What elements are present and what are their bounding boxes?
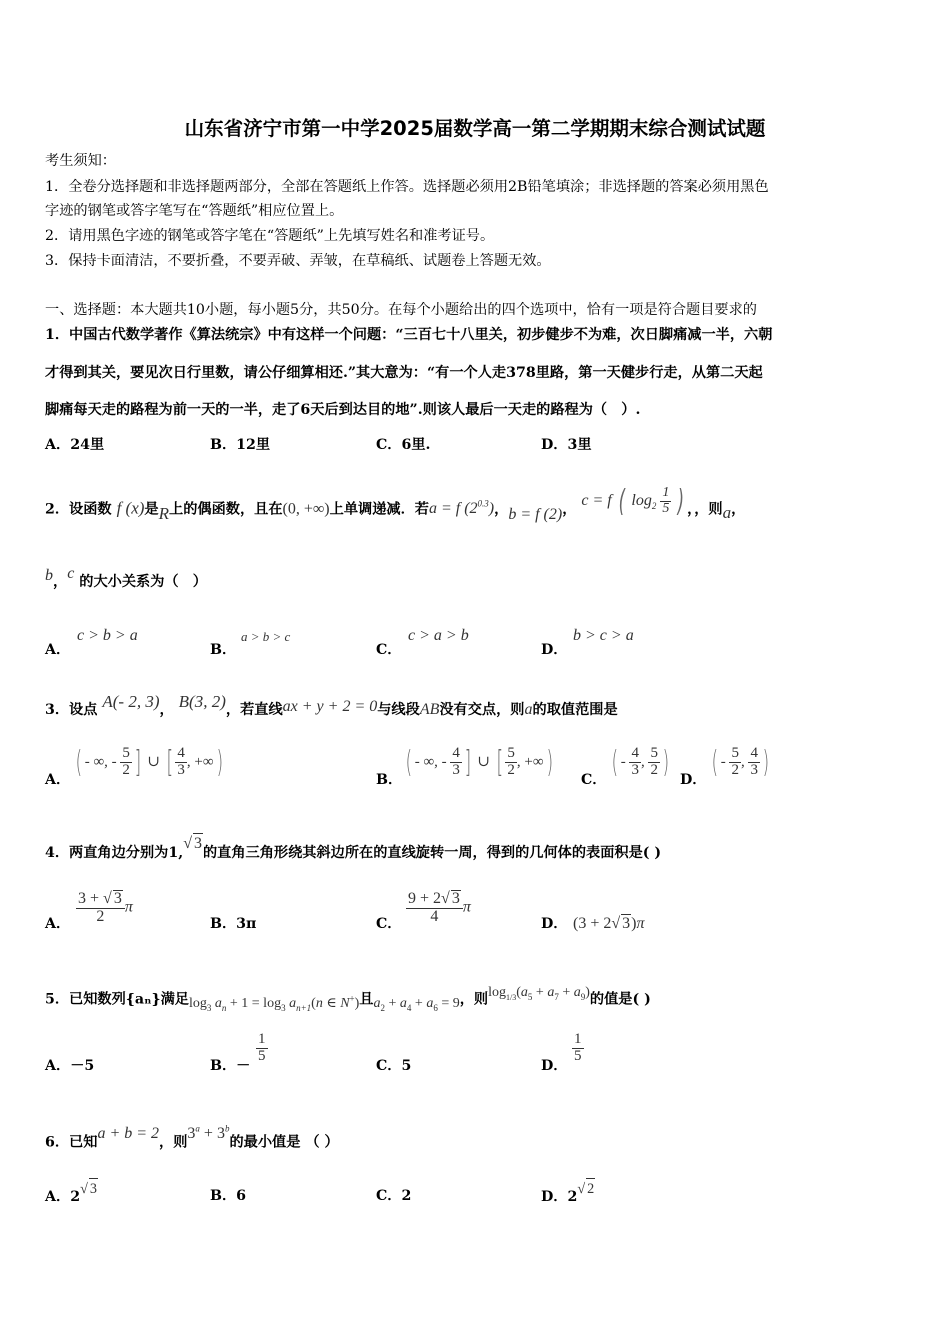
q4-option-c: C． <box>376 916 402 932</box>
q3-option-d: D． <box>680 772 707 788</box>
q4-option-d: D． <box>541 916 568 932</box>
q6-option-d: D．2√ 2 <box>541 1186 595 1207</box>
q2-math-c: c = f ( $\log_2$ $\frac{1}{5}$ ) <box>581 483 685 519</box>
q4-line1 <box>45 835 662 863</box>
q2-text4: ，则 <box>694 501 723 518</box>
q1-line2: 才得到其关，要见次日行里数，请公仔细算相还.”其大意为：“有一个人走378里路，第一天健步行走，从第二天起 <box>45 365 763 381</box>
q2-line1: 2．设函数 f (x)是R上的偶函数，且在(0, +∞)上单调递减．若a = f $(2^{0.3})$，b = f (2)， c = f ( $\log_2$ $\frac{1}{5}$ ) ，，则a， <box>45 483 746 524</box>
q4-option-c-expr: $\frac{9 + 2√ 3}{4}$ π <box>408 890 471 925</box>
q6-option-d-label: D．2 <box>541 1189 578 1205</box>
q5-text1: 5．已知数列{aₙ}满足 <box>45 991 189 1008</box>
q5-math-sum: $a_2 + a_4 + a_6 = 9$ <box>373 995 460 1013</box>
section-heading: 一、选择题：本大题共10小题，每小题5分，共50分。在每个小题给出的四个选项中，恰有一项是符合题目要求的 <box>45 302 757 318</box>
q2-text2: 上的偶函数，且在 <box>169 501 283 518</box>
q2-math-b: b = f (2) <box>508 506 563 524</box>
q4-math-sqrt3: √ 3 <box>183 835 202 852</box>
q3-text2: 与线段 <box>377 702 420 718</box>
page-title: 山东省济宁市第一中学2025届数学高一第二学期期末综合测试试题 <box>184 117 766 140</box>
q3-math-a: a <box>524 701 533 718</box>
notice-line1b: 字迹的钢笔或答字笔写在“答题纸”相应位置上。 <box>45 203 344 219</box>
notice-line3: 3．保持卡面清洁，不要折叠，不要弄破、弄皱，在草稿纸、试题卷上答题无效。 <box>45 253 551 269</box>
q2-option-a: A． <box>45 642 71 658</box>
q2-option-d-expr: b > c > a <box>573 627 634 644</box>
q2-math-R: R <box>158 504 170 524</box>
q3-option-a: A． <box>45 772 71 788</box>
q5-text3: ，则 <box>459 991 489 1008</box>
q2-math-fx: f (x) <box>116 498 145 518</box>
q2-text1: 是 <box>144 501 159 518</box>
q2-text3: 上单调递减．若 <box>329 501 429 518</box>
q5-option-b-frac: $\frac{1}{5}$ <box>258 1031 266 1064</box>
q5-line1 <box>45 985 651 1015</box>
q6-text3: 的最小值是 （ ） <box>229 1134 339 1151</box>
q3-math-AB: AB <box>419 701 440 718</box>
q6-text1: 6．已知 <box>45 1134 98 1151</box>
q5-math-recurrence: $\log_3 a_n + 1 = \log_3 a_{n+1}(n$ ∈ N+) <box>189 993 360 1013</box>
notice-line2: 2．请用黑色字迹的钢笔或答字笔在“答题纸”上先填写姓名和准考证号。 <box>45 228 495 244</box>
q3-option-b-expr: ( - ∞, - $\frac{4}{3}$ ] ∪ [ $\frac{5}{2}$ , +∞) <box>405 745 553 780</box>
q5-option-b: B．－ <box>210 1058 251 1074</box>
q3-text3: 没有交点，则 <box>439 702 525 718</box>
q5-option-c: C．5 <box>376 1058 412 1074</box>
q4-option-d-expr: (3 + 2√ 3)π <box>573 915 645 932</box>
q4-option-a-expr: $\frac{3 + √ 3}{2}$ π <box>78 890 133 925</box>
q3-text4: 的取值范围是 <box>532 702 618 718</box>
q6-line1 <box>45 1124 339 1152</box>
q4-option-a: A． <box>45 916 71 932</box>
q5-option-a: A．－5 <box>45 1058 95 1074</box>
q3-math-B: B(3, 2) <box>178 692 226 711</box>
q5-text4: 的值是( ) <box>589 991 651 1008</box>
q2-line2: b，c 的大小关系为（ ） <box>45 565 207 590</box>
q3-option-c: C． <box>581 772 607 788</box>
q2-line2-text: 的大小关系为（ ） <box>79 574 207 590</box>
q6-option-c: C．2 <box>376 1188 412 1204</box>
q5-option-d: D． <box>541 1058 568 1074</box>
q2-option-b: B． <box>210 642 237 658</box>
q2-num: 2．设函数 <box>45 501 112 518</box>
q2-math-avar: a <box>722 503 732 523</box>
q2-option-c-expr: c > a > b <box>408 627 469 644</box>
q1-option-c: C．6里. <box>376 437 431 453</box>
q3-option-d-expr: ( - $\frac{5}{2}$ , $\frac{4}{3}$ ) <box>711 745 770 780</box>
q2-math-interval: (0, +∞) <box>282 500 330 518</box>
q6-option-a: A．2√ 3 <box>45 1186 98 1207</box>
q1-line1: 1．中国古代数学著作《算法统宗》中有这样一个问题：“三百七十八里关，初步健步不为难，次日脚痛减一半，六朝 <box>45 327 773 343</box>
q6-text2: ，则 <box>159 1134 188 1151</box>
q2-option-a-expr: c > b > a <box>77 627 138 644</box>
notice-heading: 考生须知： <box>45 153 116 169</box>
q3-option-b: B． <box>376 772 403 788</box>
q4-option-b: B．3π <box>210 916 257 932</box>
q5-math-log: $\log_{1/3}(a_5 + a_7 + a_9)$ <box>488 984 590 1002</box>
q1-option-d: D．3里 <box>541 437 592 453</box>
q6-math-sum: a + b = 2 <box>97 1125 160 1143</box>
q3-option-a-expr: ( - ∞, - $\frac{5}{2}$ ] ∪ [ $\frac{4}{3}$ , +∞) <box>75 745 223 780</box>
q6-math-expr: $3^a + 3^b$ <box>187 1124 230 1143</box>
q3-math-A: A(- 2, 3) <box>102 692 160 711</box>
q3-math-line: ax + y + 2 = 0 <box>282 698 378 715</box>
q2-option-b-expr: a > b > c <box>241 629 291 644</box>
q2-option-c: C． <box>376 642 402 658</box>
q2-math-a: a = f $(2^{0.3})$ <box>428 499 495 518</box>
q6-option-a-label: A．2 <box>45 1189 81 1205</box>
q4-text1: 4．两直角边分别为1, <box>45 845 184 861</box>
q1-line3: 脚痛每天走的路程为前一天的一半，走了6天后到达目的地”.则该人最后一天走的路程为（ ）. <box>45 402 641 418</box>
q3-num: 3．设点 <box>45 702 98 718</box>
q1-option-b: B．12里 <box>210 437 271 453</box>
q4-text2: 的直角三角形绕其斜边所在的直线旋转一周，得到的几何体的表面积是( ) <box>202 845 662 861</box>
q2-option-d: D． <box>541 642 568 658</box>
q1-option-a: A．24里 <box>45 437 105 453</box>
q6-option-b: B．6 <box>210 1188 247 1204</box>
q3-option-c-expr: ( - $\frac{4}{3}$ , $\frac{5}{2}$ ) <box>611 745 670 780</box>
notice-line1a: 1．全卷分选择题和非选择题两部分，全部在答题纸上作答。选择题必须用2B铅笔填涂；非选择题的答案必须用黑色 <box>45 179 769 195</box>
q5-option-d-frac: $\frac{1}{5}$ <box>574 1031 582 1064</box>
q3-line1: 3．设点 A(- 2, 3)， B(3, 2)，若直线ax + y + 2 = 0与线段AB没有交点，则a的取值范围是 <box>45 692 618 718</box>
q5-text2: 且 <box>359 991 374 1008</box>
